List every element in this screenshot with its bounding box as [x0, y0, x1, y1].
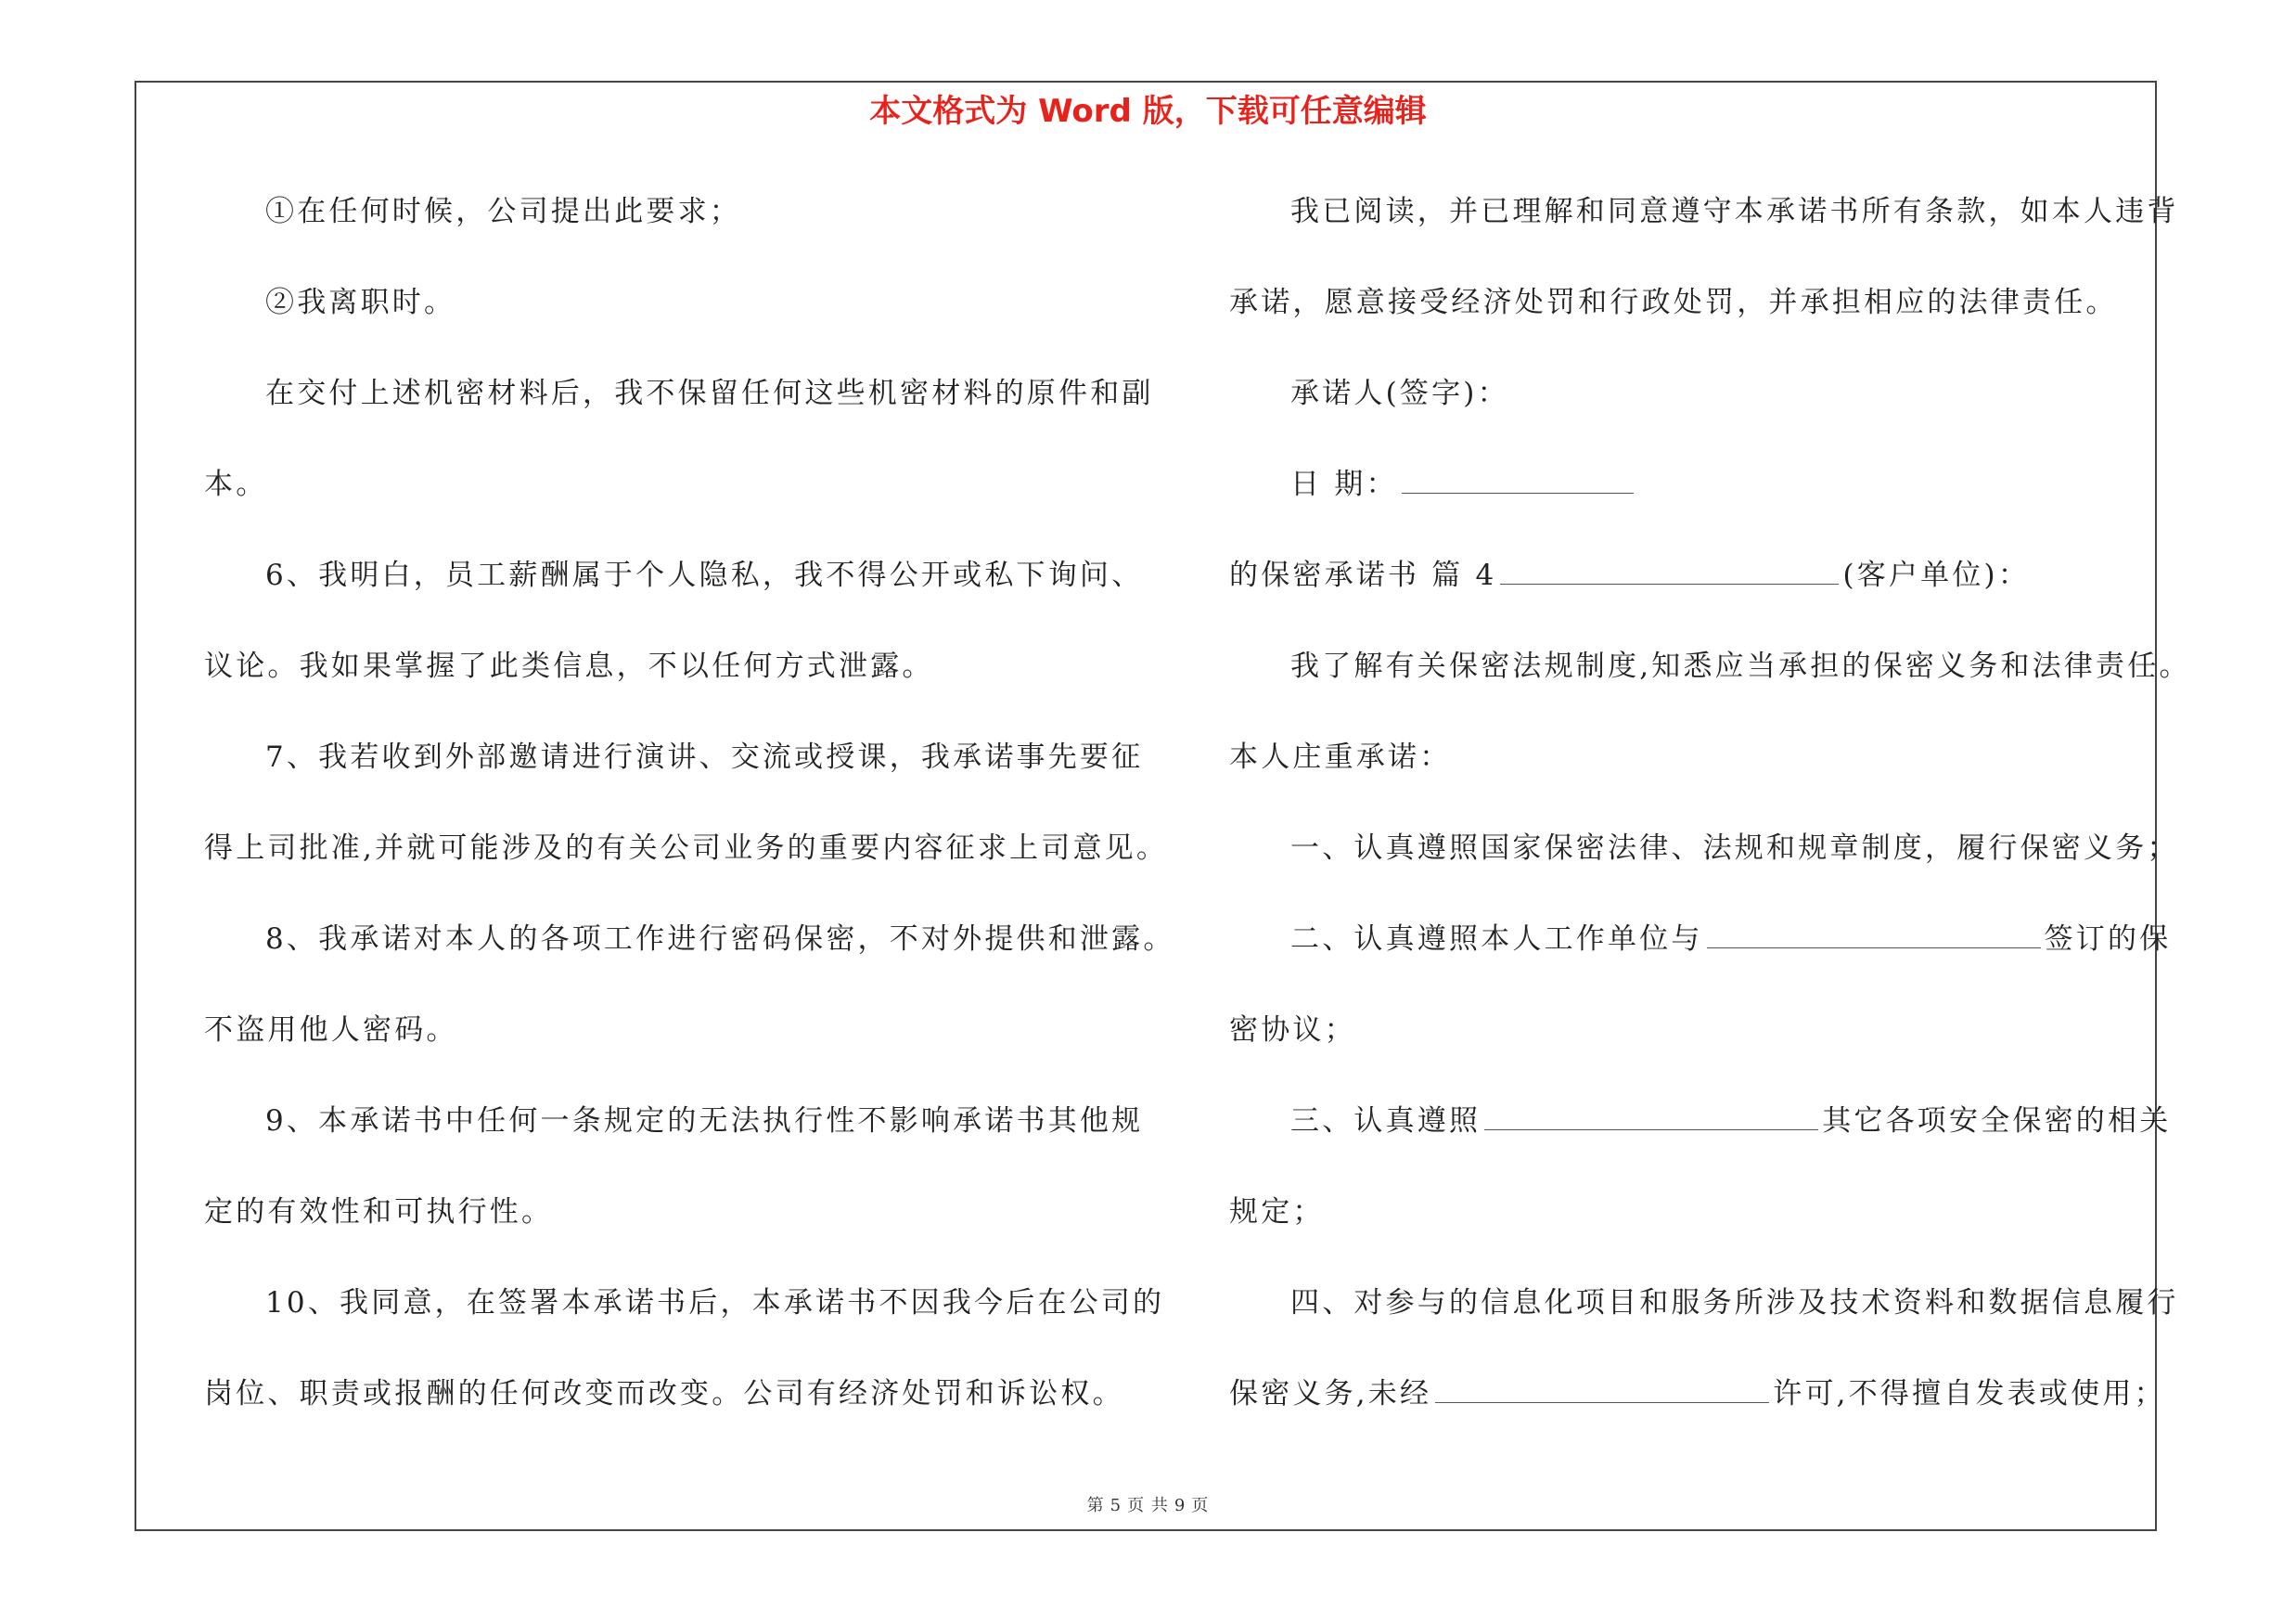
- total-page-count: 9: [1174, 1496, 1186, 1515]
- text-line: 承诺，愿意接受经济处罚和行政处罚，并承担相应的法律责任。: [1229, 286, 2118, 319]
- text-line: 我了解有关保密法规制度,知悉应当承担的保密义务和法律责任。: [1290, 650, 2191, 683]
- page-number-footer: [0, 1492, 2296, 1516]
- permission-blank: [1435, 1376, 1769, 1403]
- footer-middle: 页 共: [1127, 1496, 1169, 1515]
- text-line: [1229, 1375, 2166, 1412]
- employer-blank: [1707, 921, 2041, 948]
- text-line: 我已阅读，并已理解和同意遵守本承诺书所有条款，如本人违背: [1290, 195, 2179, 228]
- date-label: 日 期：: [1290, 468, 1398, 501]
- text-line: 一、认真遵照国家保密法律、法规和规章制度，履行保密义务；: [1290, 831, 2179, 865]
- text-line: 规定；: [1229, 1195, 1325, 1229]
- date-line: [1229, 466, 1637, 503]
- footer-suffix: 页: [1191, 1496, 1210, 1515]
- date-blank: [1402, 467, 1634, 494]
- text-line: 密协议；: [1229, 1013, 1356, 1047]
- text-line: ①在任何时候，公司提出此要求；: [265, 195, 741, 228]
- text-line: 四、对参与的信息化项目和服务所涉及技术资料和数据信息履行: [1290, 1286, 2179, 1320]
- text-line: 8、我承诺对本人的各项工作进行密码保密，不对外提供和泄露。: [265, 922, 1175, 956]
- text-line: [1229, 921, 2171, 958]
- text-line: 本人庄重承诺：: [1229, 741, 1452, 774]
- text-segment: 三、认真遵照: [1290, 1104, 1481, 1138]
- text-segment: 二、认真遵照本人工作单位与: [1290, 922, 1703, 956]
- text-line: 6、我明白，员工薪酬属于个人隐私，我不得公开或私下询问、: [265, 559, 1144, 592]
- text-line: 议论。我如果掌握了此类信息，不以任何方式泄露。: [204, 650, 934, 683]
- section-heading: [1229, 557, 2030, 594]
- text-line: 本。: [204, 468, 268, 501]
- organization-blank: [1484, 1103, 1818, 1130]
- text-segment: 其它各项安全保密的相关: [1822, 1104, 2172, 1138]
- text-line: ②我离职时。: [265, 286, 456, 319]
- text-segment: 签订的保: [2044, 922, 2172, 956]
- text-line: 不盗用他人密码。: [204, 1013, 458, 1047]
- text-line: 在交付上述机密材料后，我不保留任何这些机密材料的原件和副: [265, 377, 1154, 410]
- text-line: 10、我同意，在签署本承诺书后，本承诺书不因我今后在公司的: [265, 1286, 1165, 1320]
- format-notice-banner: 本文格式为 Word 版，下载可任意编辑: [869, 93, 1427, 130]
- section-title: 的保密承诺书 篇 4: [1229, 559, 1497, 592]
- footer-prefix: 第: [1086, 1496, 1105, 1515]
- text-segment: 许可,不得擅自发表或使用；: [1773, 1377, 2166, 1410]
- text-line: 9、本承诺书中任何一条规定的无法执行性不影响承诺书其他规: [265, 1104, 1144, 1138]
- signature-label: 承诺人(签字)：: [1290, 377, 1509, 410]
- text-line: [1229, 1102, 2171, 1140]
- client-unit-blank: [1500, 558, 1839, 585]
- text-line: 定的有效性和可执行性。: [204, 1195, 554, 1229]
- client-unit-label: (客户单位)：: [1842, 559, 2031, 592]
- text-segment: 保密义务,未经: [1229, 1377, 1432, 1410]
- text-line: 7、我若收到外部邀请进行演讲、交流或授课，我承诺事先要征: [265, 741, 1144, 774]
- text-line: 得上司批准,并就可能涉及的有关公司业务的重要内容征求上司意见。: [204, 831, 1169, 865]
- current-page-number: 5: [1110, 1496, 1122, 1515]
- text-line: 岗位、职责或报酬的任何改变而改变。公司有经济处罚和诉讼权。: [204, 1377, 1124, 1410]
